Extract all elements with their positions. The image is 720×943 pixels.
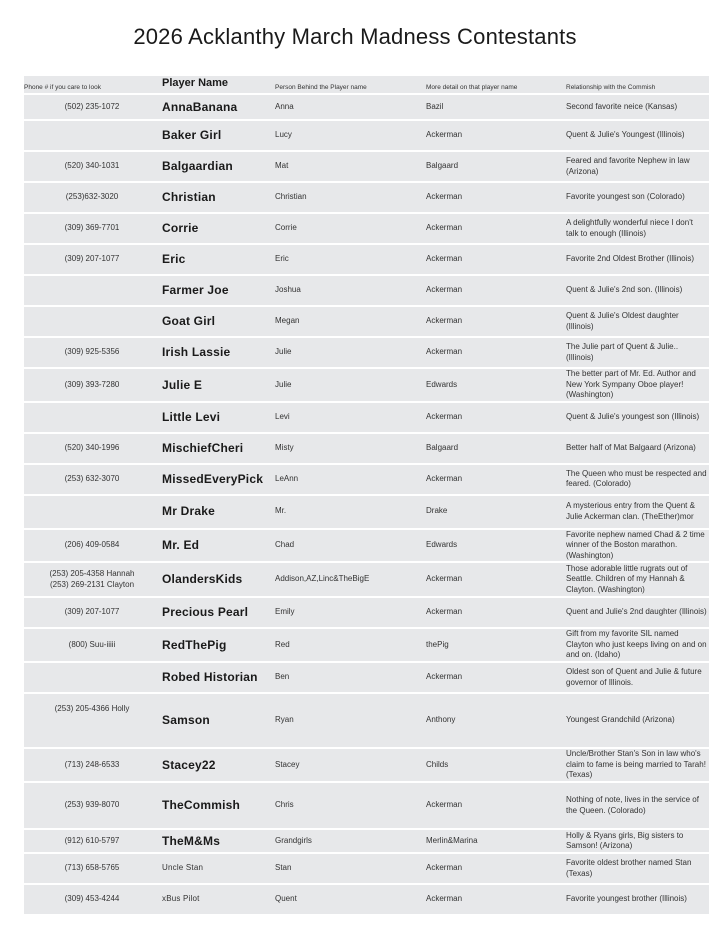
table-row — [24, 275, 709, 306]
table-row — [24, 368, 709, 402]
person-cell: Chad — [275, 540, 295, 549]
person-cell: Eric — [275, 254, 289, 264]
relationship-cell: The better part of Mr. Ed. Author and New York Sympany Oboe player! (Washington) — [566, 369, 696, 399]
player-name-cell: Baker Girl — [162, 128, 222, 143]
relationship-cell: Quent & Julie's youngest son (Illinois) — [566, 411, 700, 421]
detail-cell: Ackerman — [426, 192, 463, 202]
person-cell: Corrie — [275, 223, 297, 233]
player-name-cell: Precious Pearl — [162, 605, 249, 620]
detail-cell: thePig — [426, 639, 449, 649]
player-name-cell: Corrie — [162, 221, 199, 236]
person-cell: Quent — [275, 894, 297, 904]
person-cell: Mat — [275, 161, 289, 171]
player-name-cell: MissedEveryPick — [162, 471, 264, 486]
detail-cell: Ackerman — [426, 574, 463, 584]
phone-cell: (309) 393-7280 — [64, 379, 120, 389]
phone-column-header: Phone # if you care to look — [24, 84, 101, 91]
table-row — [24, 562, 709, 597]
player-name-cell: Irish Lassie — [162, 345, 231, 360]
player-name-cell: Balgaardian — [162, 159, 233, 174]
player-column-header: Player Name — [162, 77, 229, 89]
relationship-cell: The Queen who must be respected and feared. (Colorado) — [566, 468, 707, 488]
detail-cell: Ackerman — [426, 672, 463, 682]
player-name-cell: MischiefCheri — [162, 440, 244, 455]
player-name-cell: Eric — [162, 252, 186, 267]
relationship-cell: The Julie part of Quent & Julie.. (Illinois) — [566, 342, 679, 362]
person-cell: Stan — [275, 863, 292, 873]
relationship-cell: Feared and favorite Nephew in law (Arizona) — [566, 156, 690, 176]
detail-cell: Balgaard — [426, 161, 459, 171]
person-cell: Christian — [275, 192, 307, 202]
detail-cell: Ackerman — [426, 223, 463, 233]
relationship-cell: Uncle/Brother Stan's Son in law who's claim to fame is being married to Tarah! (Texas) — [566, 749, 706, 780]
phone-cell: (713) 658-5765 — [64, 863, 120, 873]
phone-cell: (253) 939-8070 — [64, 800, 120, 810]
person-cell: Misty — [275, 442, 294, 452]
relationship-cell: Favorite 2nd Oldest Brother (Illinois) — [566, 254, 695, 264]
relationship-cell: Better half of Mat Balgaard (Arizona) — [566, 442, 696, 452]
phone-cell: (309) 453-4244 — [64, 894, 120, 904]
player-name-cell: Goat Girl — [162, 314, 216, 329]
relationship-cell: Those adorable little rugrats out of Seattle. Children of my Hannah & Clayton. (Washington) — [566, 563, 688, 594]
player-name-cell: TheCommish — [162, 798, 241, 813]
phone-cell — [24, 495, 160, 529]
player-name-cell: AnnaBanana — [162, 99, 238, 114]
player-name-cell: Mr Drake — [162, 504, 215, 519]
phone-cell: (253) 632-3070 — [64, 473, 120, 483]
detail-cell: Childs — [426, 759, 449, 769]
detail-cell: Edwards — [426, 540, 458, 549]
relationship-cell: Favorite nephew named Chad & 2 time winner of the Boston marathon. (Washington) — [566, 529, 705, 560]
phone-cell — [24, 306, 160, 337]
player-name-cell: OlandersKids — [162, 572, 243, 587]
table-row — [24, 464, 709, 495]
table-row — [24, 337, 709, 368]
player-name-cell: Samson — [162, 713, 210, 728]
table-row — [24, 853, 709, 884]
person-cell: Ryan — [275, 715, 294, 725]
detail-cell: Ackerman — [426, 607, 463, 617]
player-name-cell: Stacey22 — [162, 757, 216, 772]
detail-cell: Drake — [426, 506, 448, 516]
relationship-cell: Youngest Grandchild (Arizona) — [566, 715, 675, 725]
phone-cell: (253) 205-4358 Hannah (253) 269-2131 Clayton — [49, 569, 135, 589]
table-row — [24, 213, 709, 244]
contestants-table-body — [24, 94, 709, 915]
player-name-cell: xBus Pilot — [162, 894, 200, 904]
table-row — [24, 884, 709, 915]
relationship-column-header: Relationship with the Commish — [566, 84, 656, 91]
person-cell: Ben — [275, 672, 290, 682]
table-row — [24, 306, 709, 337]
player-name-cell: Uncle Stan — [162, 863, 204, 873]
table-row — [24, 244, 709, 275]
phone-cell — [24, 275, 160, 306]
phone-cell: (800) Suu-iiiii — [68, 639, 116, 649]
player-name-cell: TheM&Ms — [162, 833, 221, 848]
table-row — [24, 693, 709, 748]
table-row — [24, 597, 709, 628]
phone-cell: (309) 369-7701 — [64, 223, 120, 233]
detail-cell: Ackerman — [426, 800, 463, 810]
table-row — [24, 151, 709, 182]
relationship-cell: Quent & Julie's 2nd son. (Illinois) — [566, 285, 683, 295]
table-row — [24, 829, 709, 853]
phone-cell: (206) 409-0584 — [64, 540, 120, 549]
relationship-cell: Quent & Julie's Oldest daughter (Illinois) — [566, 311, 679, 331]
person-cell: Addison,AZ,Linc&TheBigE — [275, 574, 370, 584]
person-cell: Red — [275, 639, 290, 649]
phone-cell: (713) 248-6533 — [64, 759, 120, 769]
table-row — [24, 529, 709, 563]
relationship-cell: Favorite youngest son (Colorado) — [566, 192, 685, 202]
relationship-cell: Nothing of note, lives in the service of the Queen. (Colorado) — [566, 795, 699, 815]
person-cell: Julie — [275, 379, 292, 389]
phone-cell: (520) 340-1031 — [64, 161, 120, 171]
player-name-cell: Mr. Ed — [162, 538, 200, 552]
detail-cell: Ackerman — [426, 316, 463, 326]
person-cell: Joshua — [275, 285, 301, 295]
detail-cell: Ackerman — [426, 473, 463, 483]
player-name-cell: Farmer Joe — [162, 283, 229, 298]
detail-cell: Ackerman — [426, 863, 463, 873]
phone-cell: (253)632-3020 — [65, 192, 119, 202]
player-name-cell: Little Levi — [162, 409, 221, 424]
person-cell: LeAnn — [275, 473, 299, 483]
page-title: 2026 Acklanthy March Madness Contestants — [133, 24, 577, 49]
player-name-cell: Christian — [162, 190, 216, 205]
person-cell: Grandgirls — [275, 835, 312, 845]
relationship-cell: Quent & Julie's Youngest (Illinois) — [566, 130, 685, 140]
contestants-table — [24, 76, 709, 916]
detail-cell: Ackerman — [426, 411, 463, 421]
table-row — [24, 782, 709, 829]
phone-cell: (309) 207-1077 — [64, 254, 120, 264]
person-cell: Mr. — [275, 506, 287, 516]
phone-cell: (520) 340-1996 — [64, 442, 120, 452]
person-column-header: Person Behind the Player name — [275, 84, 367, 91]
table-row — [24, 433, 709, 464]
phone-cell — [24, 662, 160, 693]
table-row — [24, 120, 709, 151]
header-row — [24, 76, 709, 94]
detail-cell: Ackerman — [426, 347, 463, 357]
table-row — [24, 402, 709, 433]
person-cell: Lucy — [275, 130, 292, 140]
player-name-cell: Robed Historian — [162, 670, 258, 685]
player-name-cell: RedThePig — [162, 637, 227, 652]
relationship-cell: Favorite oldest brother named Stan (Texas) — [566, 858, 692, 878]
relationship-cell: Favorite youngest brother (Illinois) — [566, 894, 687, 904]
person-cell: Stacey — [275, 759, 300, 769]
person-cell: Levi — [275, 411, 290, 421]
detail-cell: Ackerman — [426, 894, 463, 904]
detail-column-header: More detail on that player name — [426, 84, 518, 91]
relationship-cell: Gift from my favorite SIL named Clayton who just keeps living on and on and on. (Idaho) — [566, 629, 707, 660]
phone-cell: (309) 207-1077 — [64, 607, 120, 617]
phone-cell: (253) 205-4366 Holly — [54, 704, 130, 713]
detail-cell: Balgaard — [426, 442, 459, 452]
player-name-cell: Julie E — [162, 377, 203, 392]
relationship-cell: Oldest son of Quent and Julie & future governor of Illinois. — [566, 667, 702, 687]
phone-cell: (309) 925-5356 — [64, 347, 120, 357]
phone-cell — [24, 120, 160, 151]
table-row — [24, 628, 709, 662]
relationship-cell: A mysterious entry from the Quent & Julie Ackerman clan. (TheEther)mor — [566, 501, 695, 521]
detail-cell: Merlin&Marina — [426, 835, 478, 845]
relationship-cell: Second favorite neice (Kansas) — [566, 101, 678, 111]
table-row — [24, 748, 709, 782]
person-cell: Anna — [275, 101, 294, 111]
phone-cell: (502) 235-1072 — [64, 101, 120, 111]
table-row — [24, 662, 709, 693]
detail-cell: Anthony — [426, 715, 456, 725]
person-cell: Megan — [275, 316, 300, 326]
detail-cell: Bazil — [426, 101, 444, 111]
person-cell: Julie — [275, 347, 292, 357]
table-row — [24, 94, 709, 120]
detail-cell: Ackerman — [426, 285, 463, 295]
phone-cell — [24, 402, 160, 433]
detail-cell: Ackerman — [426, 130, 463, 140]
detail-cell: Edwards — [426, 379, 458, 389]
person-cell: Chris — [275, 800, 294, 810]
relationship-cell: Quent and Julie's 2nd daughter (Illinois) — [566, 607, 707, 617]
contestants-table-container — [24, 76, 709, 916]
table-row — [24, 182, 709, 213]
relationship-cell: A delightfully wonderful niece I don't talk to enough (Illinois) — [566, 218, 693, 238]
relationship-cell: Holly & Ryans girls, Big sisters to Samson! (Arizona) — [566, 830, 684, 850]
phone-cell: (912) 610-5797 — [64, 835, 120, 845]
table-row — [24, 495, 709, 529]
person-cell: Emily — [275, 607, 295, 617]
detail-cell: Ackerman — [426, 254, 463, 264]
